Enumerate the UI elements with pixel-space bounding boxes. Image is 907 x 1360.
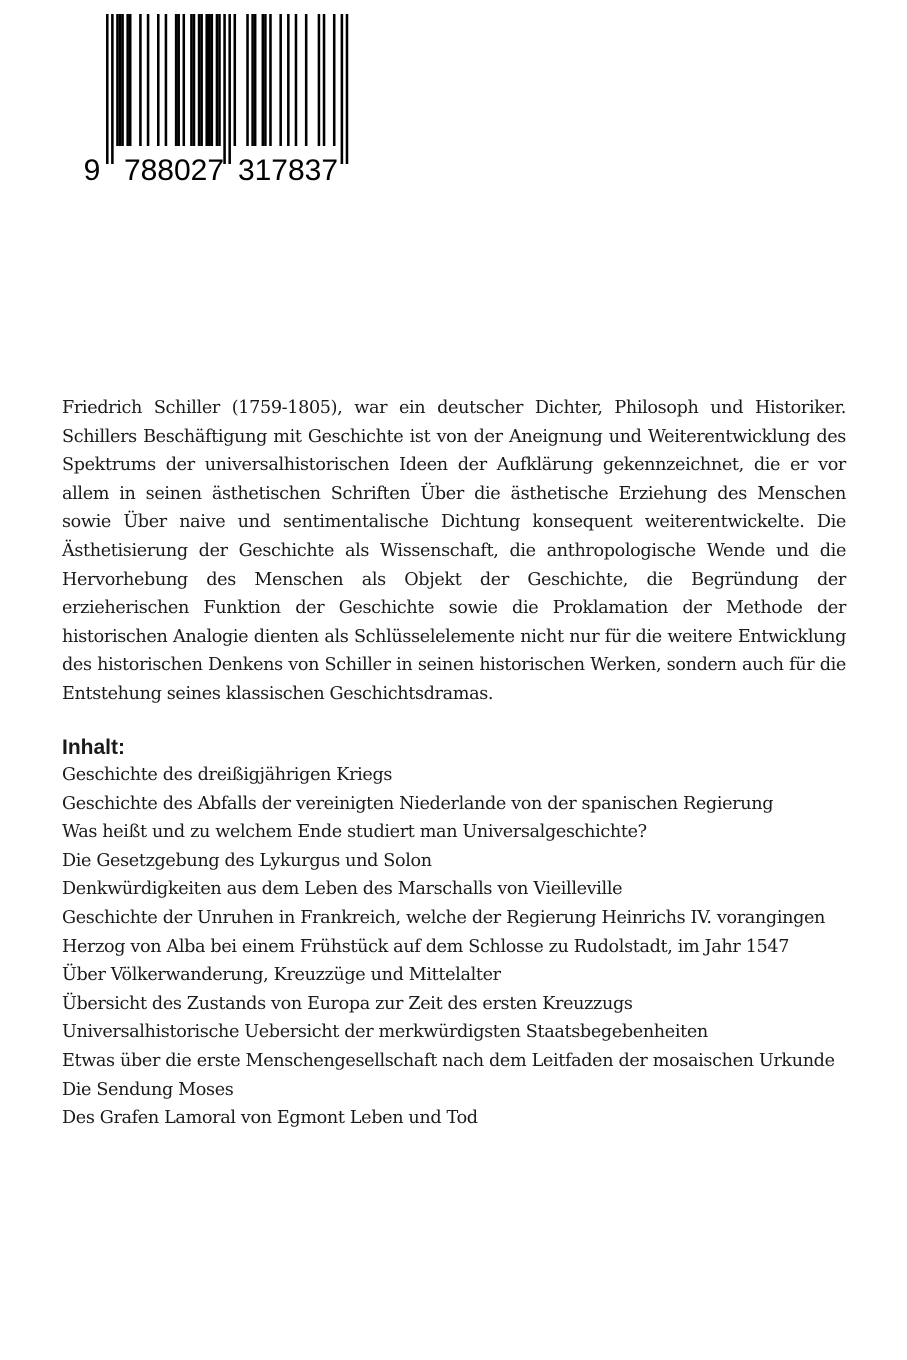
barcode-right-digits: 317837	[237, 154, 339, 184]
barcode-bar	[121, 14, 124, 146]
barcode-bar	[264, 14, 267, 146]
barcode-bar	[157, 14, 160, 146]
barcode-bar	[262, 14, 265, 146]
contents-item: Geschichte des dreißigjährigen Kriegs	[62, 765, 393, 785]
book-description: Friedrich Schiller (1759-1805), war ein deutscher Dichter, Philosoph und Historiker. Schillers Beschäftigung mit Geschichte ist von der Aneignung und Weiterentwicklung des Spektrums der universalhistorischen Ideen der Aufklärung gekennzeichnet, die er vor allem in seinen ästhetischen Schriften Über die ästhetische Erziehung des Menschen sowie Über naive und sentimentalische Dichtung konsequent weiterentwickelte. Die Ästhetisierung der Geschichte als Wissenschaft, die anthropologische Wende und die Hervorhebung des Menschen als Objekt der Geschichte, die Begründung der erzieherischen Funktion der Geschichte sowie die Proklamation der Methode der historischen Analogie dienten als Schlüsselelemente nicht nur für die weitere Entwicklung des historischen Denkens von Schiller in seinen historischen Werken, sondern auch für die Entstehung seines klassischen Geschichtsdramas.	[62, 398, 846, 704]
barcode-bar	[139, 14, 142, 146]
barcode-bar	[208, 14, 211, 146]
barcode-bar	[193, 14, 196, 146]
barcode-guard-bar	[111, 14, 114, 164]
barcode-bar	[129, 14, 132, 146]
contents-item: Geschichte der Unruhen in Frankreich, welche der Regierung Heinrichs IV. vorangingen	[62, 907, 826, 928]
contents-item: Die Sendung Moses	[62, 1079, 234, 1100]
barcode-guard-bar	[346, 14, 349, 164]
barcode-bar	[323, 14, 326, 146]
barcode-bar	[234, 14, 237, 146]
contents-item: Denkwürdigkeiten aus dem Leben des Marschalls von Vieilleville	[62, 879, 623, 900]
barcode-bar	[147, 14, 150, 146]
barcode-bar	[269, 14, 272, 146]
isbn-barcode	[84, 14, 354, 184]
barcode-bar	[295, 14, 298, 146]
barcode-bar	[279, 14, 282, 146]
barcode-bar	[205, 14, 208, 146]
barcode-bar	[251, 14, 254, 146]
barcode-guard-bar	[228, 14, 231, 164]
contents-item: Über Völkerwanderung, Kreuzzüge und Mittelalter	[62, 965, 501, 986]
barcode-bar	[333, 14, 336, 146]
barcode-bar	[175, 14, 178, 146]
contents-heading: Inhalt:	[62, 736, 125, 759]
barcode-bar	[177, 14, 180, 146]
barcode-bar	[305, 14, 308, 146]
barcode-graphic	[84, 14, 354, 184]
barcode-guard-bar	[223, 14, 226, 164]
barcode-bar	[254, 14, 257, 146]
contents-list	[62, 761, 862, 1133]
contents-item: Etwas über die erste Menschengesellschaft nach dem Leitfaden der mosaischen Urkunde	[62, 1050, 835, 1071]
barcode-bar	[190, 14, 193, 146]
barcode-guard-bar	[106, 14, 109, 164]
contents-item: Die Gesetzgebung des Lykurgus und Solon	[62, 850, 432, 871]
barcode-bar	[318, 14, 321, 146]
barcode-bar	[216, 14, 219, 146]
contents-item: Universalhistorische Uebersicht der merkwürdigsten Staatsbegebenheiten	[62, 1022, 708, 1043]
barcode-bar	[126, 14, 129, 146]
barcode-bar	[200, 14, 203, 146]
contents-item: Geschichte des Abfalls der vereinigten Niederlande von der spanischen Regierung	[62, 793, 774, 814]
contents-item: Des Grafen Lamoral von Egmont Leben und Tod	[62, 1108, 478, 1129]
barcode-bar	[287, 14, 290, 146]
contents-item: Was heißt und zu welchem Ende studiert man Universalgeschichte?	[62, 822, 647, 843]
barcode-first-digit: 9	[84, 154, 101, 184]
barcode-bar	[246, 14, 249, 146]
barcode-guard-bar	[341, 14, 344, 164]
barcode-bar	[183, 14, 186, 146]
barcode-bar	[119, 14, 122, 146]
barcode-left-digits: 788027	[123, 154, 225, 184]
barcode-bars	[106, 14, 348, 164]
barcode-bar	[165, 14, 168, 146]
barcode-bar	[116, 14, 119, 146]
barcode-bar	[218, 14, 221, 146]
barcode-bar	[211, 14, 214, 146]
barcode-bar	[198, 14, 201, 146]
contents-item: Übersicht des Zustands von Europa zur Zeit des ersten Kreuzzugs	[62, 993, 633, 1014]
contents-item: Herzog von Alba bei einem Frühstück auf dem Schlosse zu Rudolstadt, im Jahr 1547	[62, 936, 790, 957]
